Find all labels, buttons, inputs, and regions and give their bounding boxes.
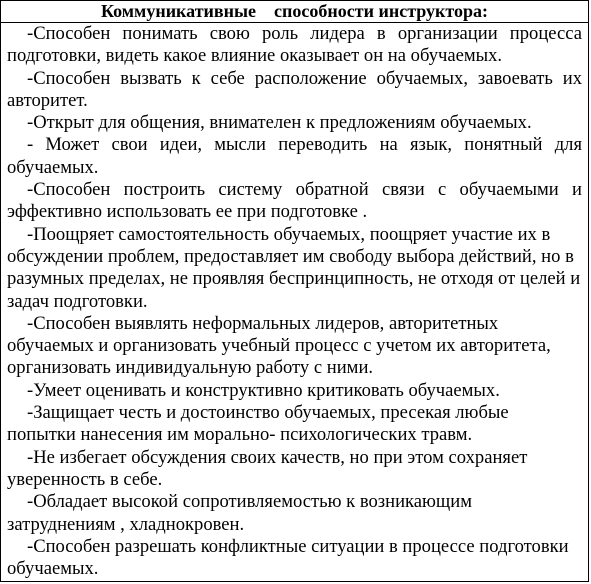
list-item: -Способен вызвать к себе расположение обучаемых, завоевать их авторитет. bbox=[7, 67, 582, 111]
list-item: - Может свои идеи, мысли переводить на язык, понятный для обучаемых. bbox=[7, 134, 582, 178]
list-item: -Обладает высокой сопротивляемостью к возникающим затруднениям , хладнокровен. bbox=[7, 491, 472, 535]
list-item: -Способен выявлять неформальных лидеров, авторитетных обучаемых и организовать учебный процесс с учетом их авторитета, организовать индивидуальную работу с ними. bbox=[7, 312, 551, 379]
list-item: -Способен понимать свою роль лидера в организации процесса подготовки, видеть какое влияние оказывает он на обучаемых. bbox=[7, 23, 582, 67]
table-heading: Коммуникативные способности инструктора: bbox=[1, 1, 588, 23]
list-item: -Способен построить систему обратной связи с обучаемыми и эффективно использовать ее при подготовке . bbox=[7, 179, 582, 223]
table-body-cell bbox=[1, 23, 588, 580]
list-item: -Умеет оценивать и конструктивно критиковать обучаемых. bbox=[27, 379, 500, 401]
list-item: -Защищает честь и достоинство обучаемых, пресекая любые попытки нанесения им морально- психологических травм. bbox=[7, 402, 509, 446]
list-item: -Поощряет самостоятельность обучаемых, поощряет участие их в обсуждении проблем, предоставляет им свободу выбора действий, но в разумных пределах, не проявляя беспринципность, не отходя от целей и задач подготовки. bbox=[7, 223, 581, 312]
list-item: -Способен разрешать конфликтные ситуации в процессе подготовки обучаемых. bbox=[7, 535, 569, 580]
list-item: -Не избегает обсуждения своих качеств, но при этом сохраняет уверенность в себе. bbox=[7, 446, 528, 490]
list-item: -Открыт для общения, внимателен к предложениям обучаемых. bbox=[27, 112, 532, 134]
